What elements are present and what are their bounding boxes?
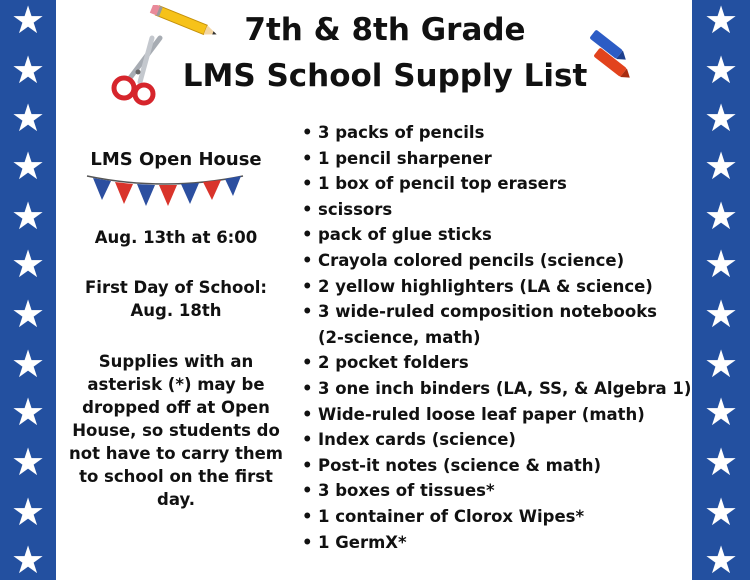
star-icon: ★ [10,390,46,434]
list-item: • 1 GermX* [300,530,700,556]
star-icon: ★ [703,490,739,534]
left-star-border [0,0,56,580]
star-icon: ★ [703,144,739,188]
list-item: • 3 one inch binders (LA, SS, & Algebra 1) [300,376,700,402]
list-item: • scissors [300,197,700,223]
open-house-heading: LMS Open House [90,149,262,170]
list-item: • Index cards (science) [300,427,700,453]
list-item: • Crayola colored pencils (science) [300,248,700,274]
star-icon: ★ [10,194,46,238]
right-star-border [692,0,750,580]
star-icon: ★ [703,538,739,580]
open-house-date: Aug. 13th at 6:00 [94,228,258,247]
dropoff-note: Supplies with an asterisk (*) may be dropped off at Open House, so students do not have to carry them to school on the first day. [69,352,283,509]
star-icon: ★ [10,48,46,92]
list-item: • 2 yellow highlighters (LA & science) [300,274,700,300]
list-item: • Post-it notes (science & math) [300,453,700,479]
page-subtitle: LMS School Supply List [182,58,588,94]
list-item: • 2 pocket folders [300,350,700,376]
star-icon: ★ [10,0,46,42]
star-icon: ★ [10,342,46,386]
star-icon: ★ [703,0,739,42]
star-icon: ★ [703,194,739,238]
star-icon: ★ [703,292,739,336]
bunting-banner-icon [85,170,245,212]
star-icon: ★ [10,538,46,580]
page-title: 7th & 8th Grade [244,12,526,48]
list-item: • 1 box of pencil top erasers [300,171,700,197]
star-icon: ★ [10,490,46,534]
supply-list [300,120,700,555]
list-item: • Wide-ruled loose leaf paper (math) [300,402,700,428]
list-item: • 1 container of Clorox Wipes* [300,504,700,530]
star-icon: ★ [703,242,739,286]
list-item-continuation: (2-science, math) [318,327,481,347]
list-item: • 3 wide-ruled composition notebooks [300,299,700,325]
star-icon: ★ [703,342,739,386]
star-icon: ★ [703,390,739,434]
star-icon: ★ [703,48,739,92]
list-item: • 3 boxes of tissues* [300,478,700,504]
star-icon: ★ [703,440,739,484]
star-icon: ★ [10,292,46,336]
list-item: • 1 pencil sharpener [300,146,700,172]
first-day-of-school: First Day of School: Aug. 18th [85,278,267,320]
star-icon: ★ [703,96,739,140]
star-icon: ★ [10,96,46,140]
list-item: • pack of glue sticks [300,222,700,248]
star-icon: ★ [10,242,46,286]
star-icon: ★ [10,144,46,188]
star-icon: ★ [10,440,46,484]
list-item: • 3 packs of pencils [300,120,700,146]
